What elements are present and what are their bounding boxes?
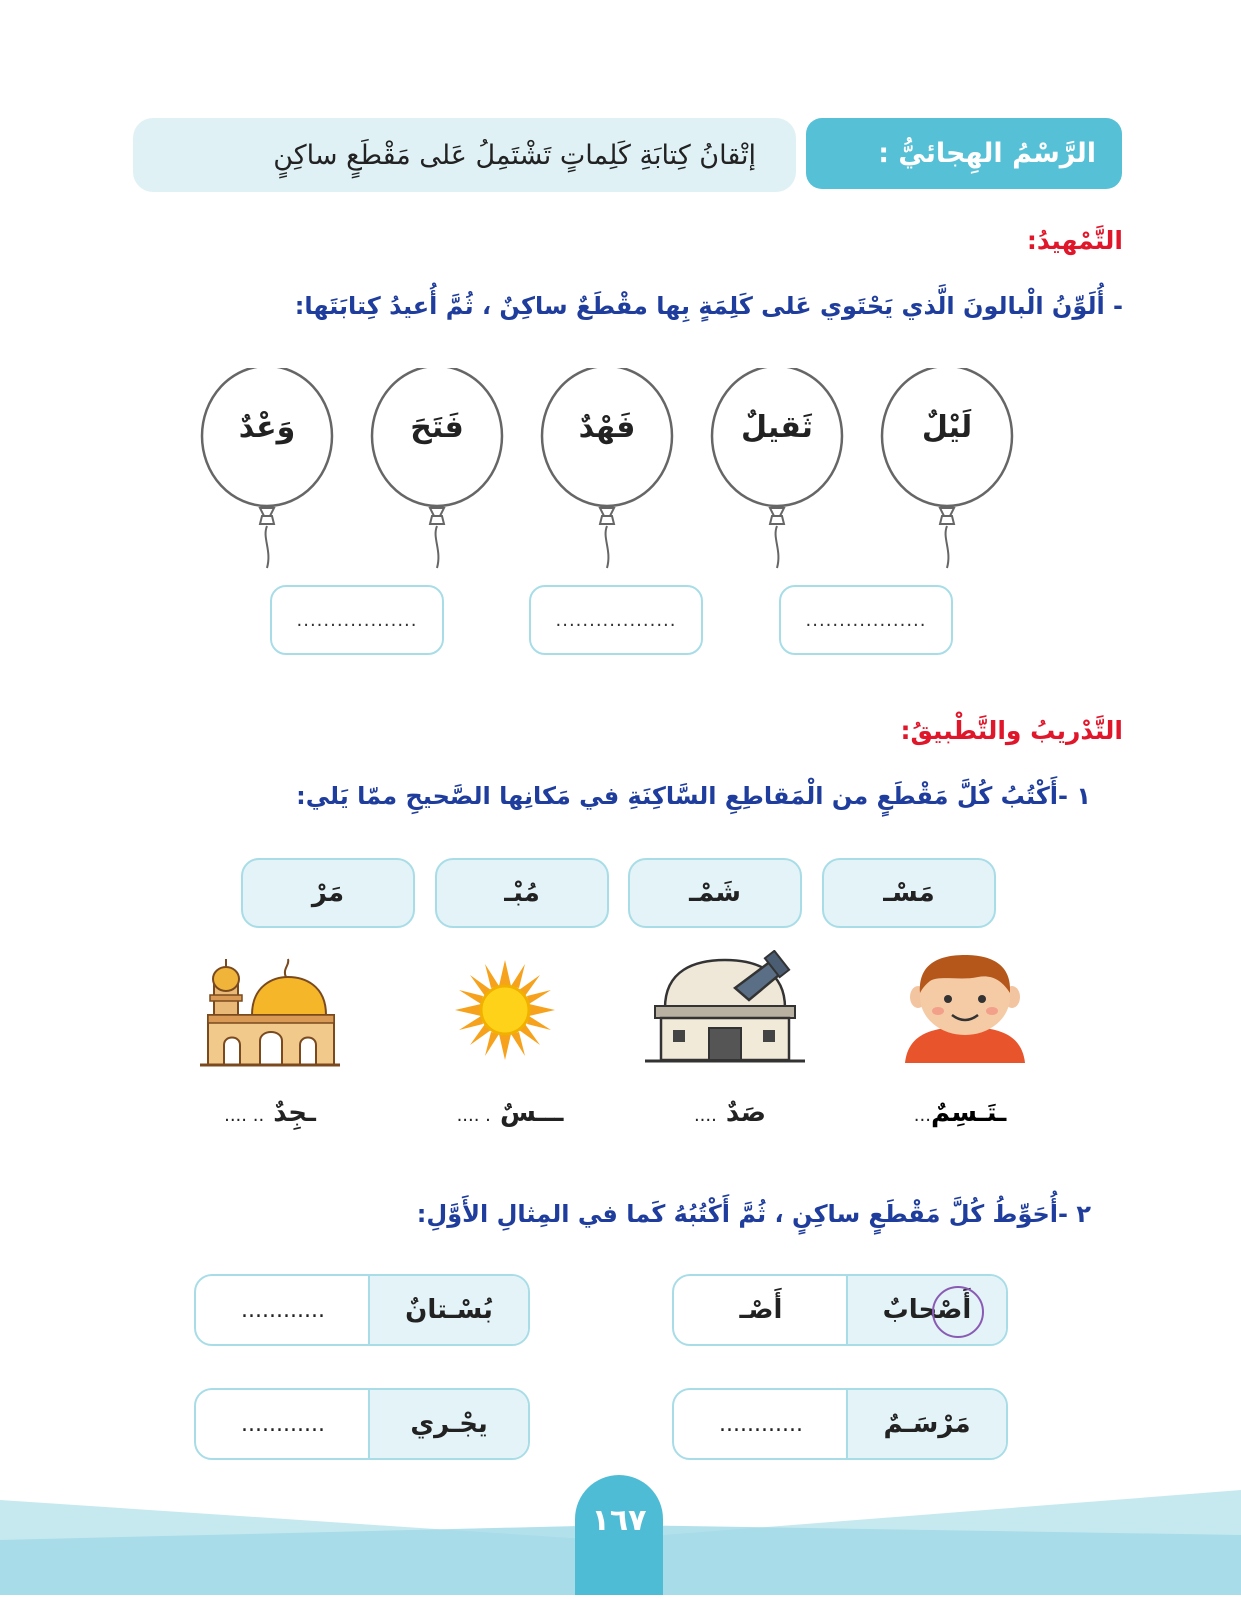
objective-text: إتْقانُ كِتابَةِ كَلِماتٍ تَشْتَمِلُ عَلى مَقْطَعٍ ساكِنٍ <box>273 139 756 171</box>
objective-banner <box>133 118 796 192</box>
mosque-icon <box>200 955 340 1067</box>
blank-word-2-text: صَدٌ <box>725 1098 767 1128</box>
balloon-word-4: فَتَحَ <box>410 410 464 445</box>
balloon-word-1: لَيْلٌ <box>921 410 973 445</box>
boy-icon <box>900 955 1030 1065</box>
blank-dots-1: ... <box>913 1105 931 1126</box>
pair-3-answer[interactable]: ............ <box>719 1411 803 1437</box>
syllable-box-1[interactable]: مَسْـ <box>822 858 996 928</box>
pair-4-word[interactable]: يجْـري <box>368 1390 528 1458</box>
lesson-title: الرَّسْمُ الهِجائيُّ : <box>878 138 1096 169</box>
pair-1-answer[interactable]: أَصْـ <box>739 1295 783 1325</box>
q2-instruction: ٢ -أُحَوِّطُ كُلَّ مَقْطَعٍ ساكِنٍ ، ثُمَّ أَكْتُبُهُ كَما في المِثالِ الأَوَّلِ: <box>416 1200 1091 1228</box>
balloon-1[interactable] <box>880 368 1020 588</box>
balloon-4[interactable] <box>370 368 510 588</box>
blank-word-1-text: ـتَـسِمٌ <box>930 1098 1007 1128</box>
blank-word-2[interactable] <box>660 1098 800 1128</box>
balloon-word-2: ثَقيلٌ <box>741 410 813 445</box>
pair-2 <box>194 1274 530 1346</box>
blank-dots-3: . .... <box>456 1105 491 1126</box>
syllable-box-3[interactable]: مُبْـ <box>435 858 609 928</box>
page-number: ١٦٧ <box>575 1475 663 1595</box>
intro-answer-box-2[interactable]: .................. <box>529 585 703 655</box>
balloon-2[interactable] <box>710 368 850 588</box>
lesson-title-banner <box>806 118 1122 189</box>
example-circle <box>932 1286 984 1338</box>
pair-2-word[interactable]: بُسْـتانٌ <box>368 1276 528 1344</box>
balloon-3[interactable] <box>540 368 680 588</box>
pair-4-answer[interactable]: ............ <box>241 1411 325 1437</box>
intro-answer-box-1[interactable]: .................. <box>779 585 953 655</box>
pair-1-word-text: أَصْحابٌ <box>882 1295 972 1325</box>
balloon-word-3: فَهْدٌ <box>578 410 636 445</box>
intro-heading: التَّمْهيدُ: <box>1026 226 1123 255</box>
blank-word-3[interactable] <box>440 1098 580 1128</box>
pair-2-answer[interactable]: ............ <box>241 1297 325 1323</box>
blank-word-4-text: ـجِدٌ <box>273 1098 316 1128</box>
syllable-box-4[interactable]: مَرْ <box>241 858 415 928</box>
balloon-word-5: وَعْدٌ <box>238 410 296 445</box>
blank-word-1[interactable] <box>890 1098 1030 1128</box>
balloon-5[interactable] <box>200 368 340 588</box>
pair-3 <box>672 1388 1008 1460</box>
intro-answer-box-3[interactable]: .................. <box>270 585 444 655</box>
blank-dots-2: .... <box>693 1105 717 1126</box>
blank-word-3-text: ـــسٌ <box>499 1098 564 1128</box>
observatory-icon <box>645 950 805 1065</box>
pair-4 <box>194 1388 530 1460</box>
blank-word-4[interactable] <box>200 1098 340 1128</box>
practice-heading: التَّدْريبُ والتَّطْبيقُ: <box>900 716 1123 745</box>
syllable-box-2[interactable]: شَمْـ <box>628 858 802 928</box>
sun-icon <box>455 960 555 1060</box>
pair-3-word[interactable]: مَرْسَـمٌ <box>846 1390 1006 1458</box>
blank-dots-4: .. .... <box>224 1105 265 1126</box>
intro-instruction: - أُلَوِّنُ الْبالونَ الَّذي يَحْتَوي عَلى كَلِمَةٍ بِها مقْطَعٌ ساكِنٌ ، ثُمَّ أُعيدُ كِتابَتَها: <box>294 292 1123 320</box>
q1-instruction: ١ -أَكْتُبُ كُلَّ مَقْطَعٍ من الْمَقاطِعِ السَّاكِنَةِ في مَكانِها الصَّحيحِ ممّا يَلي: <box>296 782 1091 810</box>
